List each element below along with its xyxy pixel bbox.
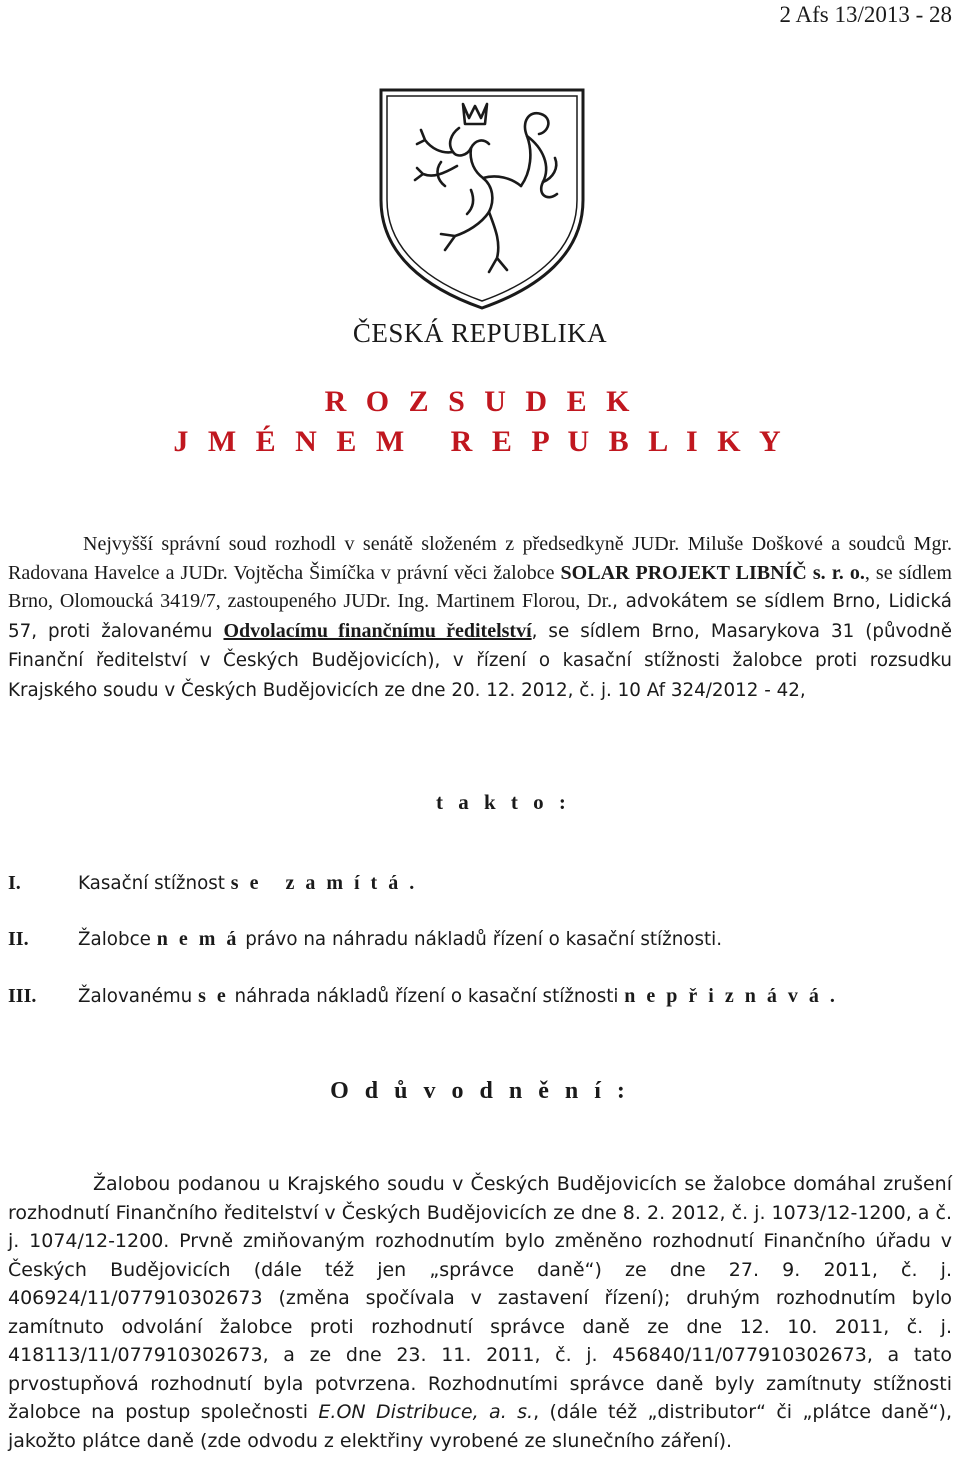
- verdict-number: III.: [8, 985, 37, 1007]
- reasoning-text-2: , (dále též „distributor“ či „plátce daně“), jakožto plátce daně (zde odvodu z elektřiny vyrobené ze slunečního záření).: [8, 1401, 953, 1452]
- reasoning-text-1: Žalobou podanou u Krajského soudu v Českých Budějovicích se žalobce domáhal zrušení rozhodnutí Finančního ředitelství v Českých Budějovicích ze dne 8. 2. 2012, č. j. 1073/12-1200, a č. j. 1074/12-1200. Prvně zmiňovaným rozhodnutím bylo změněno rozhodnutí Finančního úřadu v Českých Budějovicích (dále též jen „správce daně“) ze dne 27. 9. 2011, č. j. 406924/11/077910302673 (změna spočívala v zastavení řízení); druhým rozhodnutím bylo zamítnuto odvolání žalobce proti rozhodnutí správce daně ze dne 12. 10. 2011, č. j. 418113/11/077910302673, a ze dne 23. 11. 2011, č. j. 456840/11/077910302673, a tato prvostupňová rozhodnutí byla potvrzena. Rozhodnutími správce daně byly zamítnuty stížnosti žalobce na postup společnosti: [8, 1173, 952, 1423]
- defendant-name: Odvolacímu finančnímu ředitelství: [223, 619, 532, 642]
- verdict-text: Žalobce: [78, 929, 157, 950]
- coat-of-arms-emblem: [371, 82, 593, 312]
- judgment-title: R O Z S U D E K: [324, 385, 636, 418]
- intro-text-1: Nejvyšší správní soud rozhodl v senátě složeném z předsedkyně JUDr. Miluše Doškové a soudců Mgr. Radovana Havelce a JUDr. Vojtěcha Šimíčka v právní věci žalobce: [8, 533, 952, 584]
- verdict-text-post: náhrada nákladů řízení o kasační stížnosti: [228, 986, 625, 1007]
- verdict-decision-2: n e p ř i z n á v á .: [624, 985, 838, 1007]
- verdict-number: II.: [8, 928, 29, 950]
- case-reference: 2 Afs 13/2013 - 28: [779, 2, 952, 27]
- verdict-number: I.: [8, 872, 21, 894]
- verdict-text-post: právo na náhradu nákladů řízení o kasační stížnosti.: [239, 929, 723, 950]
- takto-heading: t a k t o :: [436, 790, 571, 814]
- plaintiff-name: SOLAR PROJEKT LIBNÍČ s. r. o.: [560, 561, 865, 584]
- in-name-of-republic-title: J M É N E M R E P U B L I K Y: [173, 425, 787, 458]
- intro-text-2: , se sídlem Brno, Olomoucká 3419/7, zastoupeného JUDr. Ing. Martinem Florou, Dr.: [8, 561, 952, 612]
- verdict-decision: s e z a m í t á .: [230, 872, 418, 894]
- intro-text-4: , se sídlem Brno, Masarykova 31 (původně Finanční ředitelství v Českých Budějovicích), v řízení o kasační stížnosti žalobce proti rozsudku Krajského soudu v Českých Budějovicích ze dne 20. 12. 2012, č. j. 10 Af 324/2012 - 42,: [8, 620, 952, 701]
- intro-text-3: , advokátem se sídlem Brno, Lidická 57, proti žalovanému: [8, 591, 952, 642]
- reasoning-heading: O d ů v o d n ě n í :: [330, 1078, 630, 1104]
- intro-paragraph: [8, 530, 952, 705]
- verdict-decision: n e m á: [156, 928, 240, 950]
- country-heading: ČESKÁ REPUBLIKA: [352, 318, 608, 348]
- shield-outline: [381, 90, 583, 308]
- company-name: E.ON Distribuce, a. s.: [318, 1401, 534, 1423]
- reasoning-paragraph: [8, 1170, 952, 1455]
- verdict-decision: s e: [198, 985, 229, 1007]
- verdict-text: Žalovanému: [78, 986, 199, 1007]
- verdict-text: Kasační stížnost: [78, 873, 231, 894]
